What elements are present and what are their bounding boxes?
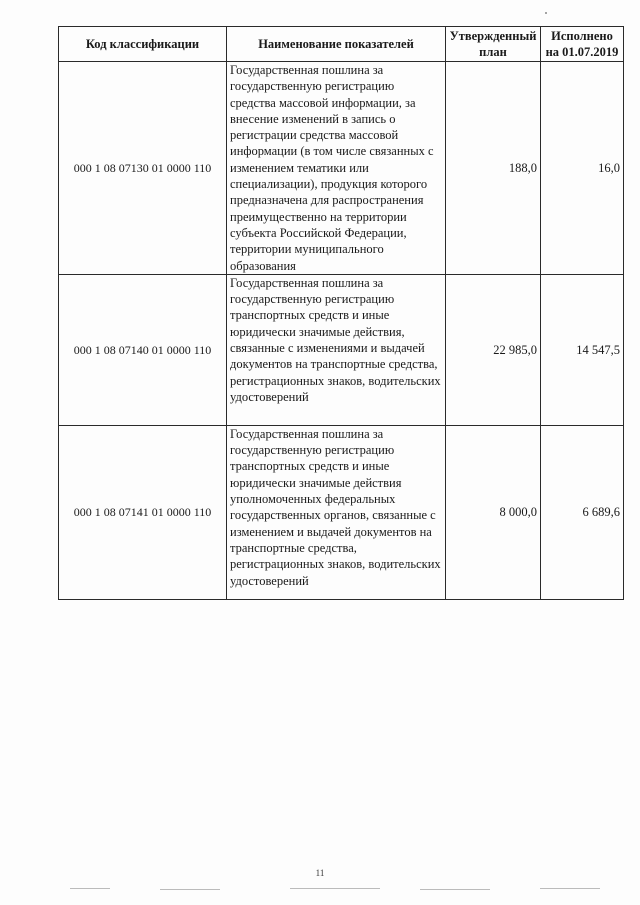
- scan-speck: [545, 12, 547, 14]
- cell-code: 000 1 08 07140 01 0000 110: [59, 274, 227, 425]
- revenue-table: [58, 26, 624, 600]
- cell-done: 6 689,6: [541, 425, 624, 599]
- cell-name: Государственная пошлина за государственную регистрацию транспортных средств и иные юридически значимые действия, связанные с изменениями и выдачей документов на транспортные средства, регистрационных знаков, водительских удостоверений: [227, 274, 446, 425]
- header-done: Исполнено на 01.07.2019: [541, 27, 624, 62]
- cell-plan: 22 985,0: [446, 274, 541, 425]
- cell-plan: 8 000,0: [446, 425, 541, 599]
- scan-artifact: [160, 889, 220, 890]
- cell-done: 14 547,5: [541, 274, 624, 425]
- cell-code: 000 1 08 07141 01 0000 110: [59, 425, 227, 599]
- table-row: [59, 274, 624, 425]
- header-code: Код классификации: [59, 27, 227, 62]
- scan-artifact: [540, 888, 600, 889]
- header-plan: Утвержденный план: [446, 27, 541, 62]
- scan-artifact: [70, 888, 110, 889]
- cell-name: Государственная пошлина за государственную регистрацию средства массовой информации, за внесение изменений в запись о регистрации средства массовой информации (в том числе связанных с изменением тематики или специализации), продукция которого предназначена для распространения преимущественно на территории субъекта Российской Федерации, территории муниципального образования: [227, 62, 446, 275]
- scan-artifact: [290, 888, 380, 889]
- cell-done: 16,0: [541, 62, 624, 275]
- cell-code: 000 1 08 07130 01 0000 110: [59, 62, 227, 275]
- table-row: [59, 425, 624, 599]
- table-row: [59, 62, 624, 275]
- scan-artifact: [420, 889, 490, 890]
- page-number: 11: [315, 868, 325, 878]
- cell-name: Государственная пошлина за государственную регистрацию транспортных средств и иные юридически значимые действия уполномоченных федеральных государственных органов, связанные с изменением и выдачей документов на транспортные средства, регистрационных знаков, водительских удостоверений: [227, 425, 446, 599]
- cell-plan: 188,0: [446, 62, 541, 275]
- header-name: Наименование показателей: [227, 27, 446, 62]
- table-header-row: [59, 27, 624, 62]
